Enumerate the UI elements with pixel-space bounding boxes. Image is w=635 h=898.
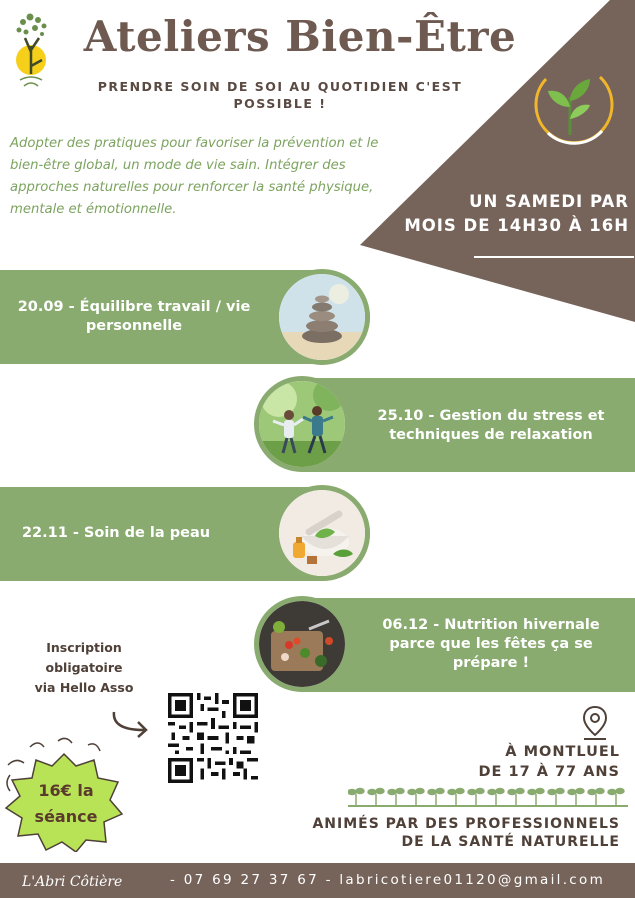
location-line2: DE 17 À 77 ANS [478, 764, 620, 780]
workshop-2-line2: techniques de relaxation [389, 427, 593, 443]
schedule-line2: MOIS DE 14H30 À 16H [404, 216, 629, 235]
footer-contact[interactable]: - 07 69 27 37 67 - labricotiere01120@gmail.com [170, 872, 606, 888]
registration-line1: Inscription [46, 640, 122, 655]
price-text [20, 778, 112, 830]
footer-bar [0, 863, 635, 898]
svg-text:L'Abri Côtière: L'Abri Côtière [22, 874, 123, 890]
registration-line3: via Hello Asso [34, 680, 134, 695]
workshop-4-line2: parce que les fêtes ça se [389, 636, 593, 652]
location-text [420, 742, 620, 782]
sprouts-divider [348, 782, 628, 808]
registration-text [20, 638, 148, 698]
workshop-3-line1: 22.11 - Soin de la peau [21, 525, 211, 541]
qr-code-icon[interactable] [168, 693, 258, 783]
workshop-4-line1: 06.12 - Nutrition hivernale [382, 617, 600, 633]
location-pin-icon [580, 705, 610, 741]
workshop-4-photo [254, 596, 350, 692]
workshop-2-photo [254, 376, 350, 472]
schedule-divider [474, 256, 634, 258]
workshop-1-line2: personnelle [85, 318, 183, 334]
animators-line1: ANIMÉS PAR DES PROFESSIONNELS [312, 816, 620, 832]
sprout-circle-icon [530, 63, 614, 149]
tree-yoga-icon [8, 8, 54, 88]
workshop-4-text [360, 616, 622, 673]
intro-text: Adopter des pratiques pour favoriser la prévention et le bien-être global, un mode de vie sain. Intégrer des approches naturelles pour renforcer la santé physique, mentale et émotionnelle. [10, 136, 379, 217]
price-line1: 16€ la [38, 781, 94, 800]
schedule-text [380, 190, 635, 238]
workshop-2-text [360, 407, 622, 445]
workshop-1-photo [274, 269, 370, 365]
registration-line2: obligatoire [45, 660, 123, 675]
price-line2: séance [34, 807, 98, 826]
page-subtitle: PRENDRE SOIN DE SOI AU QUOTIDIEN C'EST POSSIBLE ! [97, 79, 463, 111]
page-title: Ateliers Bien-Être [83, 12, 517, 61]
schedule-line1: UN SAMEDI PAR [469, 192, 629, 211]
location-line1: À MONTLUEL [505, 744, 620, 760]
workshop-3-text [0, 524, 232, 543]
animators-text [300, 815, 620, 851]
workshop-2-line1: 25.10 - Gestion du stress et [377, 408, 605, 424]
workshop-3-photo [274, 485, 370, 581]
animators-line2: DE LA SANTÉ NATURELLE [401, 834, 620, 850]
brand-logo [22, 869, 162, 893]
workshop-1-line1: 20.09 - Équilibre travail / vie [17, 299, 251, 315]
workshop-1-text [0, 298, 268, 336]
workshop-4-line3: prépare ! [452, 655, 530, 671]
